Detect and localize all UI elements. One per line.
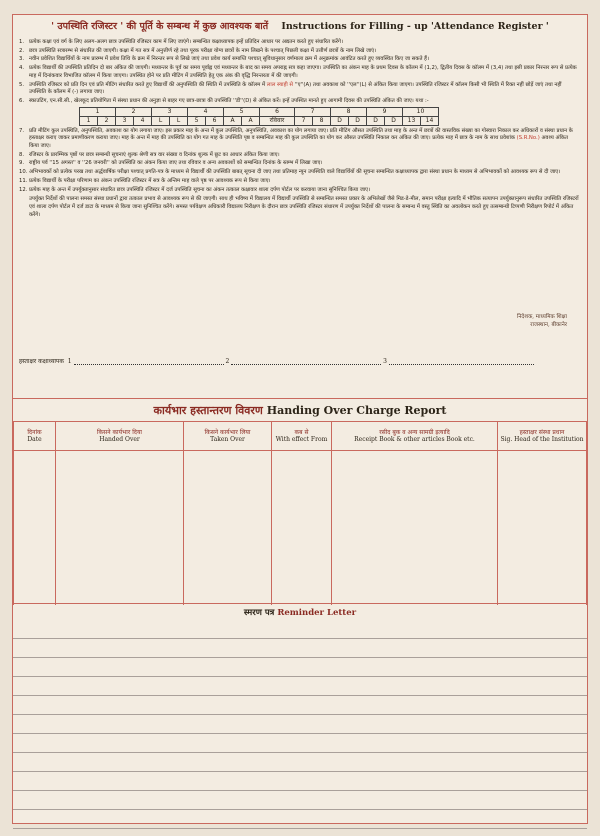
hoc-column-hindi: किसने कार्यभार लिया [204,429,251,436]
hoc-table-cell[interactable] [272,539,332,561]
instructions-title [13,19,587,32]
instruction-number: 10. [19,169,28,176]
director-signature [517,313,567,329]
day-number-cell: 2 [116,107,152,116]
day-number-cell: 9 [367,107,403,116]
instruction-number: 1. [19,39,25,45]
reminder-title [13,607,587,618]
hoc-table-cell[interactable] [332,583,498,605]
title-hindi: ' उपस्थिति रजिस्टर ' की पूर्ति के सम्बन्ध में कुछ आवश्यक बातें [51,21,269,32]
attendance-mark-cell: 6 [206,116,224,125]
day-number-cell: 10 [403,107,439,116]
attendance-mark-cell: 7 [295,116,313,125]
hoc-column-header [56,422,184,451]
hoc-table-cell[interactable] [332,473,498,495]
day-number-cell: 8 [331,107,367,116]
hoc-title [13,403,587,418]
instruction-text: स्काउटिंग, एन.सी.सी., खेलकूद प्रतियोगिता में संस्था प्रधान की अनुज्ञा से बाहर गए छात्र-छात्रा की उपस्थिति ''डी''(D) से अंकित करें। इन्हें उपस्थित मानते हुए आगामी दिवस की उपस्थिति अंकित की जाए। यथा :- [29,97,429,104]
attendance-mark-cell: 5 [188,116,206,125]
hoc-table-cell[interactable] [272,583,332,605]
attendance-mark-cell: D [349,116,367,125]
hoc-table-cell[interactable] [14,451,56,474]
reminder-writing-line[interactable] [13,696,587,715]
instruction-text: प्रत्येक कक्षा एवं वर्ग के लिए अलग-अलग छात्र उपस्थिति रजिस्टर काम में लिए जाएंगे। सम्बन्धित कक्षाध्यापक इन्हें प्रतिदिन आधार पर अद्यतन करते हुए संधारित करेंगे। [29,39,343,45]
hoc-table-cell[interactable] [184,583,272,605]
sign-line-2[interactable] [231,358,381,365]
instruction-number: 8. [19,151,25,158]
hoc-table-cell[interactable] [56,473,184,495]
instruction-item [19,178,579,186]
hoc-table-cell[interactable] [498,473,587,495]
attendance-mark-cell: 8 [313,116,331,125]
instruction-list [19,39,579,220]
attendance-mark-cell: 3 [116,116,134,125]
hoc-table-cell[interactable] [14,517,56,539]
hoc-table-row [14,539,587,561]
hoc-column-header [272,422,332,451]
hoc-table-cell[interactable] [56,451,184,474]
hoc-column-english: Sig. Head of the Institution [500,436,584,443]
hoc-table-cell[interactable] [498,561,587,583]
reminder-writing-line[interactable] [13,677,587,696]
hoc-table-cell[interactable] [56,539,184,561]
attendance-mark-cell: 2 [98,116,116,125]
hoc-column-hindi: हस्ताक्षर संस्था प्रधान [519,429,565,436]
sign-number-3: 3 [383,358,387,365]
attendance-mark-cell: 13 [403,116,421,125]
reminder-writing-line[interactable] [13,639,587,658]
hoc-column-header [332,422,498,451]
hoc-table-row [14,473,587,495]
hoc-table-cell[interactable] [56,583,184,605]
sign-line-1[interactable] [74,358,224,365]
attendance-mark-cell: D [385,116,403,125]
hoc-column-english: Date [27,436,42,443]
day-number-cell: 7 [295,107,331,116]
instruction-text: अभिभावकों को प्रत्येक परख तथा अर्द्धवार्षिक परीक्षा पश्चात् प्रगति-पत्र के माध्यम से विद्यार्थी की उपस्थिति बाबत् सूचना दी जाए तथा प्रतिमाह न्यून उपस्थिति वाले विद्यार्थियों की सूचना सम्बन्धित कक्षाध्यापक द्वारा संस्था प्रधान के माध्यम से अभिभावकों को आवश्यक रूप से दी जाए। [29,169,561,176]
sign-number-2: 2 [225,358,230,365]
attendance-mark-cell: L [152,116,170,125]
reminder-writing-line[interactable] [13,753,587,772]
attendance-mark-cell: D [331,116,349,125]
reminder-writing-line[interactable] [13,810,587,829]
hoc-table-row [14,451,587,474]
hoc-table-cell[interactable] [272,451,332,474]
title-english: Instructions for Filling - up 'Attendance Register ' [281,21,549,32]
instruction-text: प्रत्येक विद्यार्थी के परीक्षा परिणाम का अंकन उपस्थिति रजिस्टर में सत्र के अन्तिम माह वाले पृष्ठ पर आवश्यक रूप से किया जाए। [29,177,271,184]
instruction-number: 3. [19,56,25,63]
attendance-mark-cell: 4 [134,116,152,125]
days-example-table [79,107,439,126]
attendance-mark-cell: A [224,116,242,125]
hoc-column-hindi: रसीद बुक व अन्य सामग्री इत्यादि [379,429,450,436]
reminder-writing-line[interactable] [13,620,587,639]
instruction-text: प्रत्येक विद्यार्थी की उपस्थिति प्रतिदिन दो बार अंकित की जाएगी। मध्यान्तर के पूर्व का समय पूर्वाह्न एवं मध्यान्तर के बाद का समय अपराह्न सत्र कहा जाएगा। उपस्थिति का अंकन माह के प्रथम दिवस के कॉलम में (1,2), द्वितीय दिवस के कॉलम में (3,4) तथा इसी प्रकार निरन्तर रूप से प्रत्येक माह में दिनांकवार विभाजित कॉलम में किया जाएगा। उपस्थित होने पर प्रति मीटिंग में उपस्थिति हेतु एक अंक की वृद्धि निरन्तरता में की जाएगी। [29,65,577,79]
reminder-writing-line[interactable] [13,791,587,810]
hoc-table-cell[interactable] [14,495,56,517]
hoc-column-hindi: किसने कार्यभार दिया [96,429,142,436]
instruction-item [19,48,579,56]
hoc-table-cell[interactable] [184,539,272,561]
hoc-table-row [14,517,587,539]
sign-number-1: 1 [67,358,72,365]
hoc-table-cell[interactable] [56,517,184,539]
hoc-table-cell[interactable] [332,561,498,583]
hoc-table-cell[interactable] [332,451,498,474]
hoc-table-cell[interactable] [498,583,587,605]
hoc-column-english: Taken Over [210,436,245,443]
instruction-number: 2. [19,47,25,54]
hoc-table-cell[interactable] [498,539,587,561]
hoc-table-cell[interactable] [56,561,184,583]
reminder-lines [13,620,587,829]
instruction-item [19,56,579,64]
instruction-item [19,152,579,160]
instruction-number: 4. [19,65,25,72]
instruction-text: प्रत्येक माह के अन्त में उपर्युक्तानुसार संधारित छात्र उपस्थिति रजिस्टर में दर्ज उपस्थिति सूचना का अंकन तत्काल कक्षावार शाला दर्पण पोर्टल पर करवाया जाना सुनिश्चित किया जाए। [29,186,371,193]
hoc-table-cell[interactable] [498,517,587,539]
instruction-text: रजिस्टर के प्रारम्भिक पृष्ठों पर छात्र सम्बन्धी सूचनाएं शुल्क श्रेणी सत्र वार संख्या व दिनांक शुल्क में छूट का आधार अंकित किया जाए। [29,151,280,158]
instruction-item [19,160,579,168]
instruction-text: राष्ट्रीय पर्व ''15 अगस्त'' व ''26 जनवरी'' को उपस्थिति का अंकन किया जाए तथा रविवार व अन्य अवकाशों को सम्बन्धित दिनांक के स्तम्भ में लिखा जाए। [29,160,323,167]
hoc-table-cell[interactable] [184,561,272,583]
hoc-column-hindi: कब से [294,429,309,436]
instructions-section [13,15,587,398]
instruction-number: 6. [19,97,25,104]
instruction-number: 9. [19,160,25,167]
hoc-table-cell[interactable] [272,473,332,495]
hoc-column-english: Handed Over [99,436,140,443]
attendance-mark-cell: A [242,116,260,125]
day-number-cell: 5 [224,107,260,116]
instruction-item [19,187,579,195]
instruction-item [19,39,579,47]
hoc-table-cell[interactable] [184,517,272,539]
teacher-sign-label: हस्ताक्षर कक्षाध्यापक [19,358,64,365]
hoc-column-header [14,422,56,451]
hoc-table-cell[interactable] [272,517,332,539]
hoc-table-cell[interactable] [14,473,56,495]
day-number-cell: 4 [188,107,224,116]
hoc-table-cell[interactable] [184,451,272,474]
instruction-text: प्रति मीटिंग कुल उपस्थिति, अनुपस्थिति, अवकाश का योग लगाया जाए। इस प्रकार माह के अन्त में कुल उपस्थिति, अनुपस्थिति, अवकाश का योग लगाया जाए। प्रति मीटिंग औसत उपस्थिति तथा माह के अन्त में छात्रों की वास्तविक संख्या का गोस्वारा निकाल कर अधिकारों व संस्था प्रधान के हस्ताक्षर कराए जाकर प्रमाणीकरण कराया जाए। माह के अन्त में माह की उपस्थिति का योग गत माह के उपस्थिति पृष्ठ व सम्बन्धित माह की कुल उपस्थिति का योग कर औसत उपस्थिति निकाल कर अंकित की जाए। प्रत्येक माह में छात्र के नाम के साथ प्रवेशांक (S.R.No.) अवश्य अंकित किया जाए। [29,127,573,150]
hoc-table-cell[interactable] [184,473,272,495]
instruction-number: 7. [19,127,25,134]
day-number-cell: 3 [152,107,188,116]
instruction-item [19,82,579,97]
hoc-table-cell[interactable] [14,583,56,605]
hoc-table-row [14,495,587,517]
attendance-mark-cell: L [170,116,188,125]
reminder-title-hindi: स्मरण पत्र [243,608,275,618]
instruction-item [19,169,579,177]
hoc-table-row [14,583,587,605]
attendance-mark-cell: 1 [80,116,98,125]
hoc-table-row [14,561,587,583]
sign-line-3[interactable] [389,358,534,365]
day-number-cell: 6 [260,107,295,116]
hoc-column-header [184,422,272,451]
signatory-line-1: निदेशक, माध्यमिक शिक्षा [516,314,567,320]
reminder-writing-line[interactable] [13,715,587,734]
handing-over-charge-section [13,398,587,443]
hoc-column-header [498,422,587,451]
instruction-number: 5. [19,81,25,88]
hoc-table [13,421,587,605]
hoc-table-cell[interactable] [184,495,272,517]
hoc-title-english: Handing Over Charge Report [266,404,447,417]
hoc-column-english: Receipt Book & other articles Book etc. [354,436,475,443]
instruction-item [19,65,579,80]
instruction-number: 11. [19,177,28,184]
signatory-line-2: राजस्थान, बीकानेर [530,322,567,328]
instruction-item [19,128,579,151]
attendance-mark-cell: D [367,116,385,125]
hoc-table-cell[interactable] [272,495,332,517]
hoc-table-cell[interactable] [14,561,56,583]
hoc-column-hindi: दिनांक [27,429,42,436]
attendance-mark-cell: 14 [421,116,439,125]
hoc-table-cell[interactable] [14,539,56,561]
hoc-table-cell[interactable] [332,495,498,517]
attendance-mark-cell: रविवार [260,116,295,125]
reminder-title-english: Reminder Letter [277,608,357,618]
hoc-table-cell[interactable] [332,517,498,539]
teacher-signature-row [19,357,574,365]
reminder-writing-line[interactable] [13,658,587,677]
instruction-number: 12. [19,186,28,193]
day-number-cell: 1 [80,107,116,116]
hoc-title-hindi: कार्यभार हस्तान्तरण विवरण [153,404,263,417]
instruction-text: उपस्थिति रजिस्टर को प्रति दिन एवं प्रति मीटिंग संधारित करते हुए विद्यार्थी की अनुपस्थिति की स्थिति में उपस्थिति के कॉलम में लाल स्याही से ''ए''(A) तथा अवकाश को ''एल''(L) से अंकित किया जाएगा। उपस्थिति रजिस्टर में कॉलम किसी भी स्थिति में रिक्त नहीं छोड़ें जाएं तथा नहीं उपस्थिति के कॉलम में (-) लगाया जाए। [29,81,562,96]
instruction-text: छात्र उपस्थिति सत्रारम्भ से संधारित की जाएगी। कक्षा में गत सत्र में अनुत्तीर्ण रहे तथा पूरक परीक्षा योग्य छात्रों के नाम लिखने के पश्चात् पिछली कक्षा में उत्तीर्ण छात्रों के नाम लिखे जाएं। [29,47,377,54]
reminder-writing-line[interactable] [13,734,587,753]
instruction-text: नवीन प्रवेशित विद्यार्थियों के नाम प्रारम्भ में प्रवेश तिथि के क्रम में निरन्तर रूप से लिखे जाएं तथा प्रवेश कार्य समाप्ति पश्चात् सुविधानुसार वर्णमाला क्रम में अनुक्रमांक आवंटित करते हुए व्यवस्थित किए जा सकते हैं। [29,56,429,63]
hoc-table-cell[interactable] [498,451,587,474]
hoc-column-english: With effect From [275,436,328,443]
hoc-table-cell[interactable] [56,495,184,517]
reminder-writing-line[interactable] [13,772,587,791]
closing-paragraph: उपर्युक्त निर्देशों की पालना समस्त संस्था प्रधानों द्वारा तत्काल प्रभाव से आवश्यक रूप से की जाएगी। साथ ही भविष्य में विद्यालय में विद्यार्थी उपस्थिति से सम्बन्धित समस्त प्रकार के अभिलेखों जैसे मिड-डे-मील, समान परीक्षा इत्यादि में भौतिक सत्यापन उपर्युक्तानुरूप संधारित उपस्थिति रजिस्टरों एवं शाला दर्पण पोर्टल में दर्ज डाटा के माध्यम से किया जाना सुनिश्चित करेंगे। समस्त पर्यवेक्षण अधिकारी विद्यालय निरीक्षण के दौरान छात्र उपस्थिति रजिस्टर संधारण में उपर्युक्त निर्देशों की पालना के सम्बन्ध में वस्तु स्थिति का अवलोकन करते हुए तत्सम्बन्धी टिप्पणी निरीक्षण रिपोर्ट में अंकित करेंगे। [29,196,579,218]
hoc-table-cell[interactable] [332,539,498,561]
register-page [12,14,588,824]
hoc-table-cell[interactable] [272,561,332,583]
instruction-item [19,98,579,106]
hoc-table-cell[interactable] [498,495,587,517]
reminder-section [13,603,587,618]
